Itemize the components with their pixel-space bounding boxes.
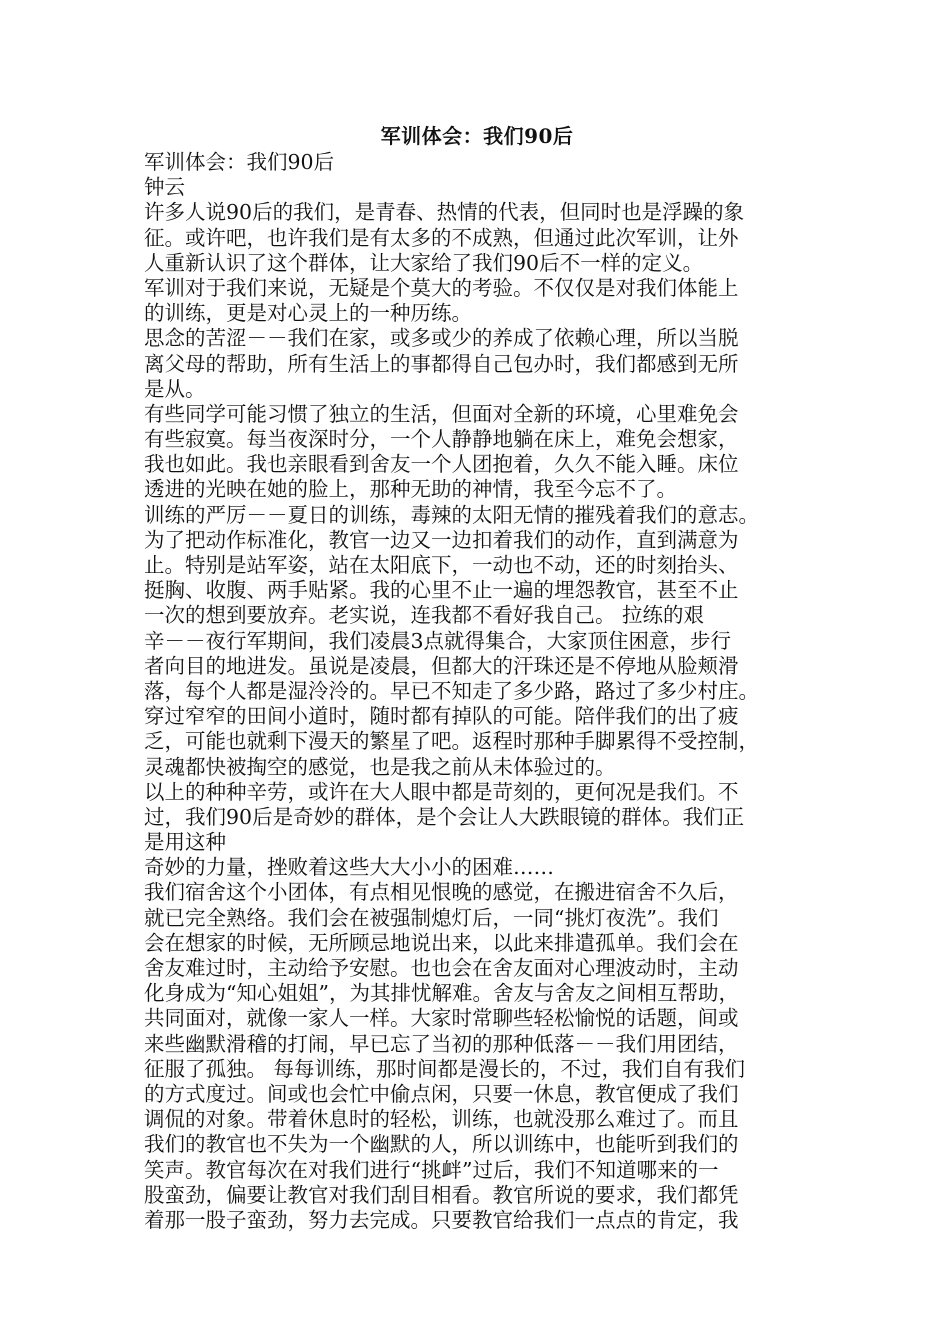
text-line: 调侃的对象。带着休息时的轻松，训练，也就没那么难过了。而且 bbox=[144, 1107, 739, 1132]
document-text bbox=[144, 150, 810, 1233]
text-line: 训练的严厉－－夏日的训练，毒辣的太阳无情的摧残着我们的意志。 bbox=[144, 502, 759, 527]
text-line: 穿过窄窄的田间小道时，随时都有掉队的可能。陪伴我们的出了疲 bbox=[144, 704, 739, 729]
text-line: 钟云 bbox=[144, 175, 185, 200]
text-line: 股蛮劲，偏要让教官对我们刮目相看。教官所说的要求，我们都凭 bbox=[144, 1182, 739, 1207]
text-line: 思念的苦涩－－我们在家，或多或少的养成了依赖心理，所以当脱 bbox=[144, 326, 739, 351]
text-line: 化身成为“知心姐姐”，为其排忧解难。舍友与舍友之间相互帮助， bbox=[144, 981, 739, 1006]
text-line: 有些同学可能习惯了独立的生活，但面对全新的环境，心里难免会 bbox=[144, 401, 739, 426]
text-line: 军训体会：我们90后 bbox=[144, 150, 335, 174]
text-line: 我们宿舍这个小团体，有点相见恨晚的感觉，在搬进宿舍不久后， bbox=[144, 880, 739, 905]
text-line: 离父母的帮助，所有生活上的事都得自己包办时，我们都感到无所 bbox=[144, 351, 739, 376]
text-line: 共同面对，就像一家人一样。大家时常聊些轻松愉悦的话题，间或 bbox=[144, 1006, 739, 1031]
text-line: 军训对于我们来说，无疑是个莫大的考验。不仅仅是对我们体能上 bbox=[144, 275, 739, 300]
text-line: 着那一股子蛮劲，努力去完成。只要教官给我们一点点的肯定，我 bbox=[144, 1207, 739, 1232]
text-line: 征服了孤独。 每每训练，那时间都是漫长的，不过，我们自有我们 bbox=[144, 1056, 746, 1081]
document-title: 军训体会：我们90后 bbox=[380, 124, 574, 148]
text-line: 人重新认识了这个群体，让大家给了我们90后不一样的定义。 bbox=[144, 250, 704, 275]
text-line: 笑声。教官每次在对我们进行“挑衅”过后，我们不知道哪来的一 bbox=[144, 1157, 719, 1182]
text-line: 以上的种种辛劳，或许在大人眼中都是苛刻的，更何况是我们。不 bbox=[144, 779, 739, 804]
text-line: 止。特别是站军姿，站在太阳底下，一动也不动，还的时刻抬头、 bbox=[144, 553, 739, 577]
text-line: 是从。 bbox=[144, 376, 206, 401]
text-line: 落，每个人都是湿泠泠的。早已不知走了多少路，路过了多少村庄。 bbox=[144, 678, 759, 703]
text-line: 会在想家的时候，无所顾忌地说出来，以此来排遣孤单。我们会在 bbox=[144, 930, 739, 955]
text-line: 来些幽默滑稽的打闹，早已忘了当初的那种低落－－我们用团结， bbox=[144, 1031, 739, 1056]
text-line: 一次的想到要放弃。老实说，连我都不看好我自己。 拉练的艰 bbox=[144, 603, 705, 628]
text-line: 许多人说90后的我们，是青春、热情的代表，但同时也是浮躁的象 bbox=[144, 200, 745, 225]
text-line: 征。或许吧，也许我们是有太多的不成熟，但通过此次军训，让外 bbox=[144, 225, 739, 250]
text-line: 就已完全熟络。我们会在被强制熄灯后，一同“挑灯夜洗”。我们 bbox=[144, 905, 719, 930]
document-body bbox=[144, 122, 810, 1233]
text-line: 舍友难过时，主动给予安慰。也也会在舍友面对心理波动时，主动 bbox=[144, 956, 739, 980]
text-line: 是用这种 bbox=[144, 830, 226, 855]
text-line: 有些寂寞。每当夜深时分，一个人静静地躺在床上，难免会想家， bbox=[144, 427, 739, 452]
text-line: 为了把动作标准化，教官一边又一边扣着我们的动作，直到满意为 bbox=[144, 527, 739, 552]
text-line: 挺胸、收腹、两手贴紧。我的心里不止一遍的埋怨教官，甚至不止 bbox=[144, 578, 739, 603]
text-line: 过，我们90后是奇妙的群体，是个会让人大跌眼镜的群体。我们正 bbox=[144, 804, 745, 829]
text-line: 的训练，更是对心灵上的一种历练。 bbox=[144, 301, 472, 326]
text-line: 灵魂都快被掏空的感觉，也是我之前从未体验过的。 bbox=[144, 754, 616, 779]
text-line: 者向目的地进发。虽说是凌晨，但都大的汗珠还是不停地从脸颊滑 bbox=[144, 653, 739, 678]
text-line: 我们的教官也不失为一个幽默的人，所以训练中，也能听到我们的 bbox=[144, 1132, 739, 1157]
text-line: 奇妙的力量，挫败着这些大大小小的困难…… bbox=[144, 855, 554, 880]
text-line: 辛－－夜行军期间，我们凌晨3点就得集合，大家顶住困意，步行 bbox=[144, 628, 732, 653]
text-line: 乏，可能也就剩下漫天的繁星了吧。返程时那种手脚累得不受控制， bbox=[144, 729, 759, 754]
text-line: 透进的光映在她的脸上，那种无助的神情，我至今忘不了。 bbox=[144, 477, 677, 502]
text-line: 我也如此。我也亲眼看到舍友一个人团抱着，久久不能入睡。床位 bbox=[144, 452, 739, 477]
text-line: 的方式度过。间或也会忙中偷点闲，只要一休息，教官便成了我们 bbox=[144, 1081, 739, 1106]
